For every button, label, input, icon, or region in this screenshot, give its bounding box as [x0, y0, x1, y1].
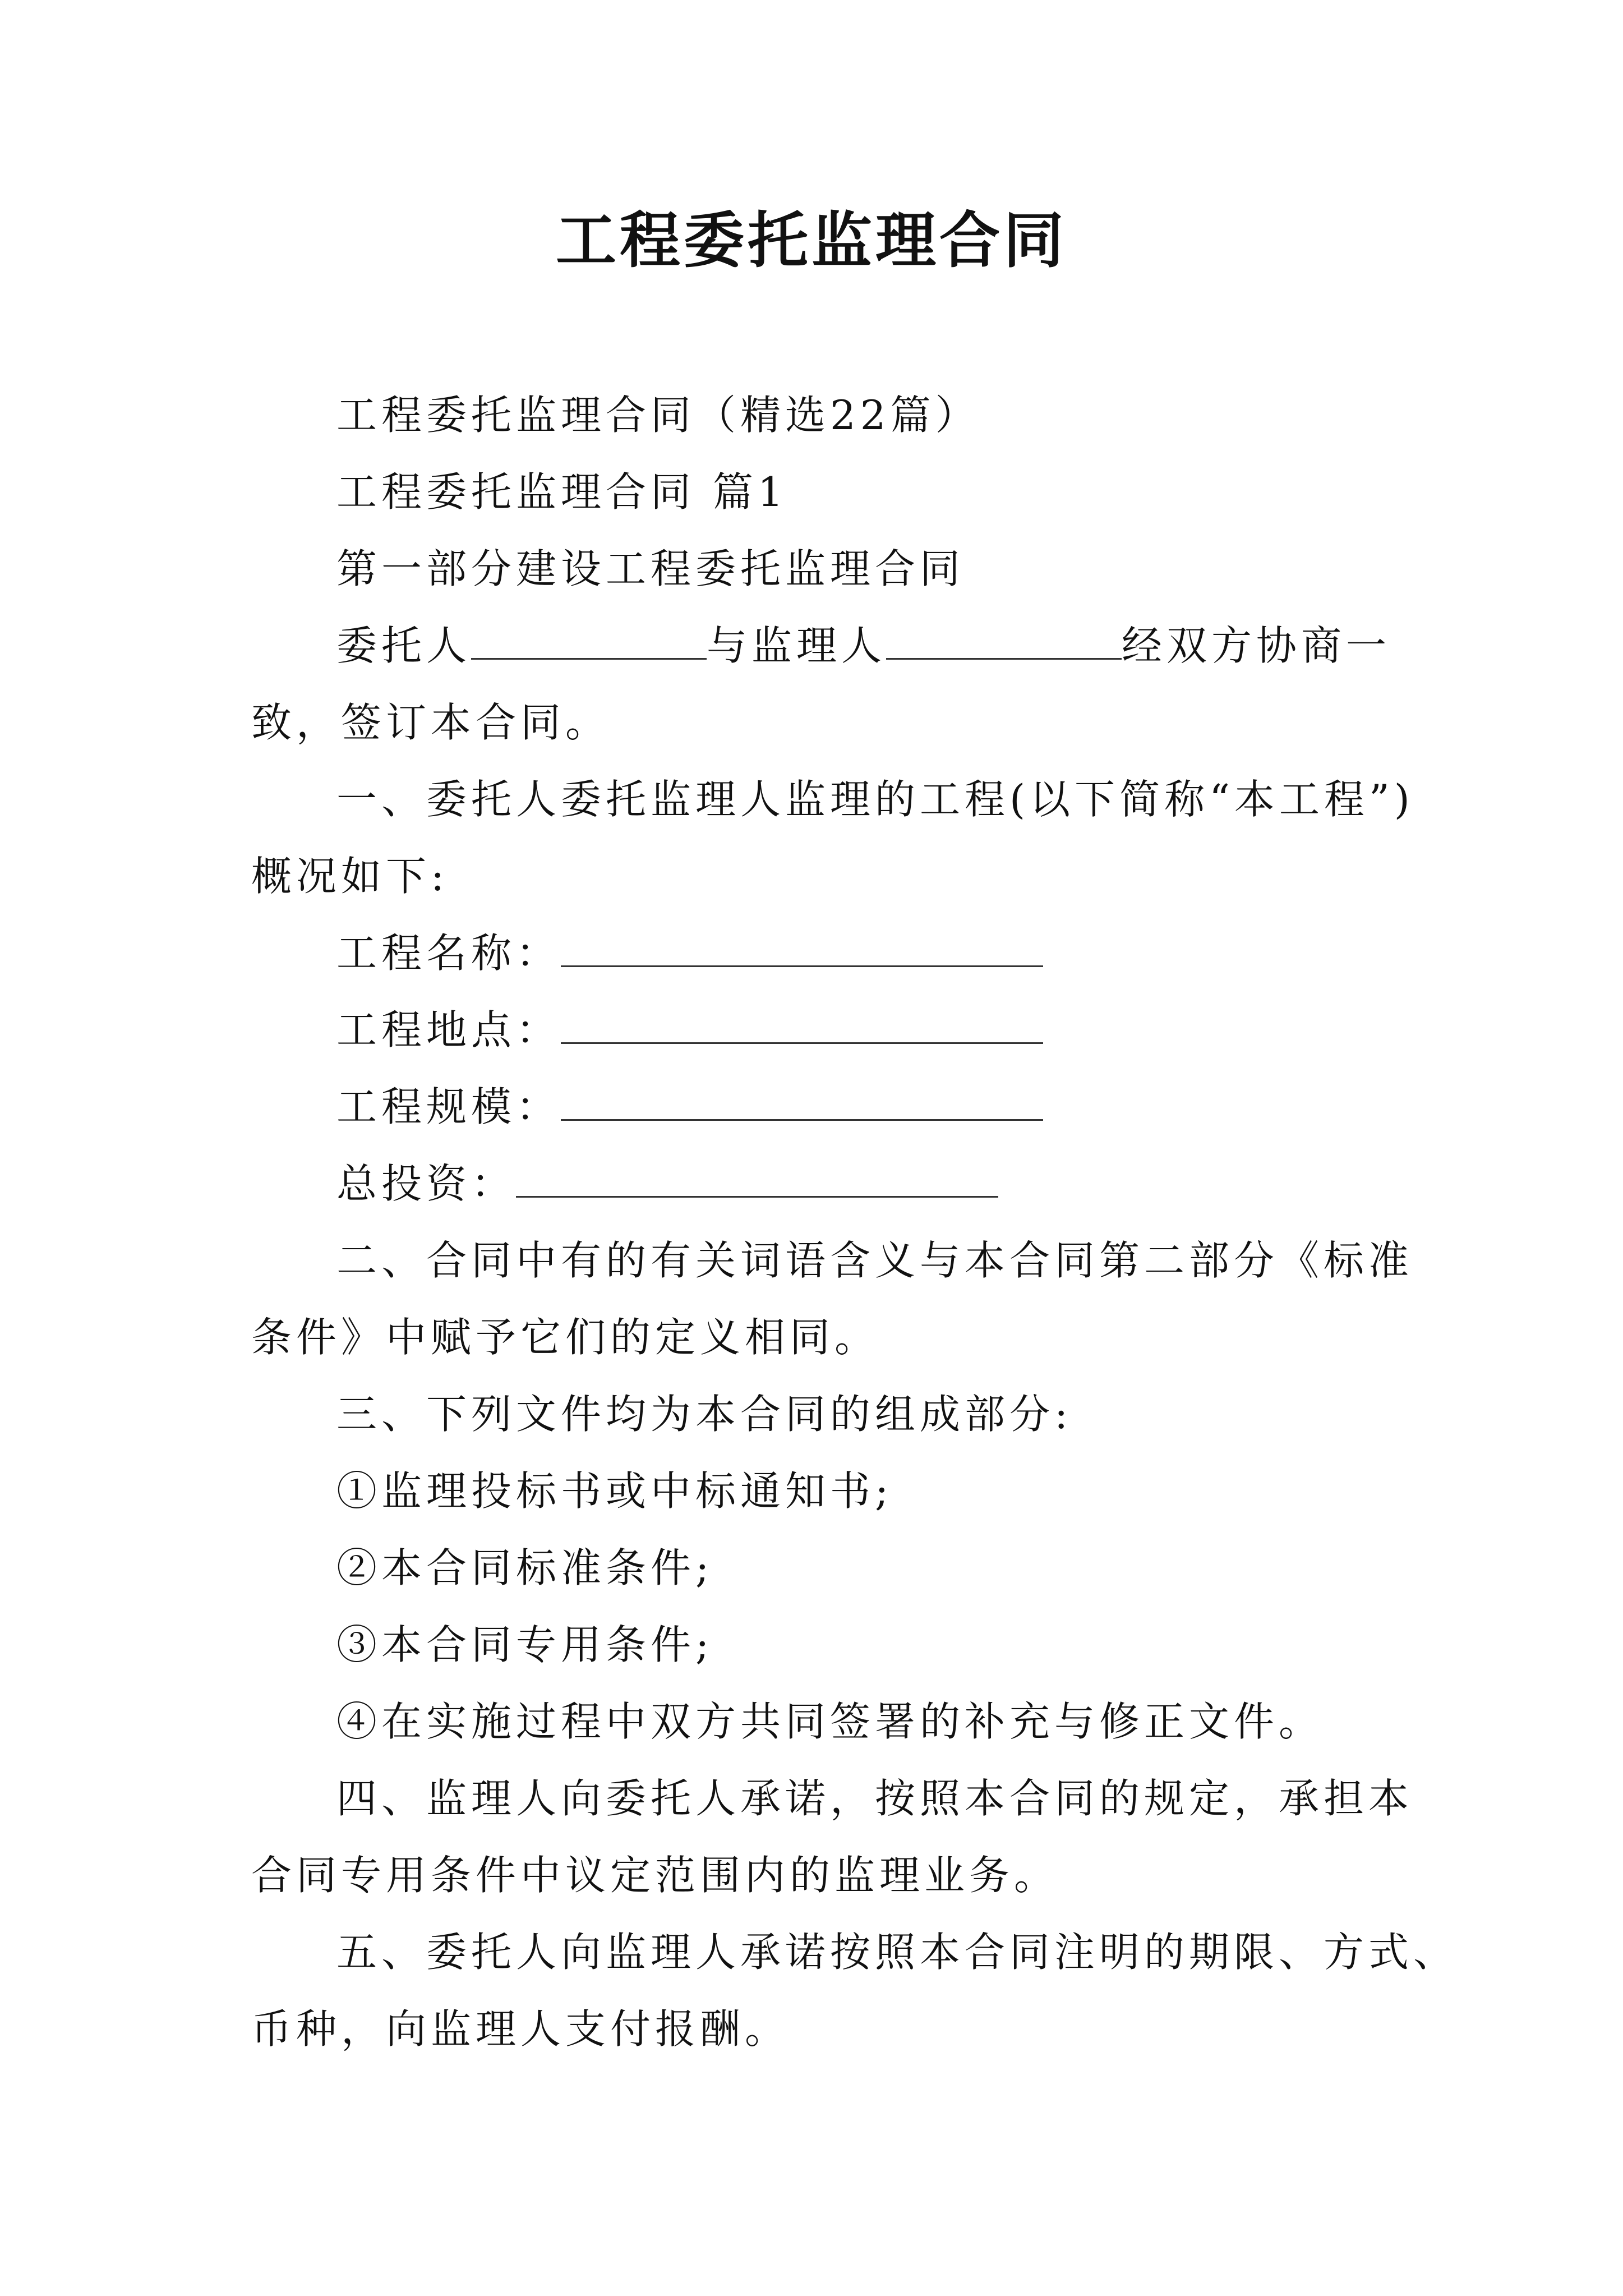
document-title: 工程委托监理合同: [555, 206, 1067, 276]
supervisor-label: 与监理人: [707, 622, 887, 669]
client-blank: [471, 614, 707, 660]
supervisor-blank: [886, 614, 1122, 660]
project-location-field: [251, 992, 1418, 1069]
client-label: 委托人: [336, 622, 472, 669]
clause-5: 五、委托人向监理人承诺按照本合同注明的期限、方式、: [336, 1929, 1459, 1976]
list-item: ②本合同标准条件;: [336, 1544, 714, 1591]
project-scale-field: [251, 1069, 1418, 1145]
list-item: ③本合同专用条件;: [336, 1621, 714, 1668]
project-name-field: [251, 915, 1418, 992]
paragraph-line: 合同专用条件中议定范围内的监理业务。: [251, 1852, 1059, 1899]
list-item: ①监理投标书或中标通知书;: [336, 1467, 893, 1515]
clause-3: 三、下列文件均为本合同的组成部分:: [336, 1391, 1073, 1438]
collection-heading: 工程委托监理合同（精选22篇）: [336, 392, 980, 439]
total-investment-blank: [516, 1152, 998, 1198]
part-heading: 第一部分建设工程委托监理合同: [336, 545, 965, 592]
parties-line-end: 经双方协商一: [1122, 622, 1391, 669]
document-body: [251, 377, 1459, 2068]
project-location-label: 工程地点：: [336, 1006, 561, 1053]
project-name-blank: [561, 922, 1043, 967]
paragraph-line: 币种，向监理人支付报酬。: [251, 2005, 790, 2053]
article-heading: 工程委托监理合同 篇1: [336, 468, 788, 516]
project-name-label: 工程名称：: [336, 930, 561, 977]
total-investment-field: [251, 1145, 1418, 1222]
paragraph-line: 致，签订本合同。: [251, 699, 611, 746]
paragraph-line: 条件》中赋予它们的定义相同。: [251, 1314, 880, 1361]
list-item: ④在实施过程中双方共同签署的补充与修正文件。: [336, 1698, 1324, 1745]
project-scale-label: 工程规模：: [336, 1083, 561, 1130]
total-investment-label: 总投资：: [336, 1160, 517, 1207]
project-location-blank: [561, 999, 1043, 1044]
clause-4: 四、监理人向委托人承诺，按照本合同的规定，承担本: [336, 1775, 1414, 1822]
parties-line: [251, 608, 1418, 684]
paragraph-line: 概况如下:: [251, 853, 449, 900]
clause-1: 一、委托人委托监理人监理的工程(以下简称“本工程”): [336, 776, 1414, 823]
clause-2: 二、合同中有的有关词语含义与本合同第二部分《标准: [336, 1237, 1414, 1284]
project-scale-blank: [561, 1075, 1043, 1121]
